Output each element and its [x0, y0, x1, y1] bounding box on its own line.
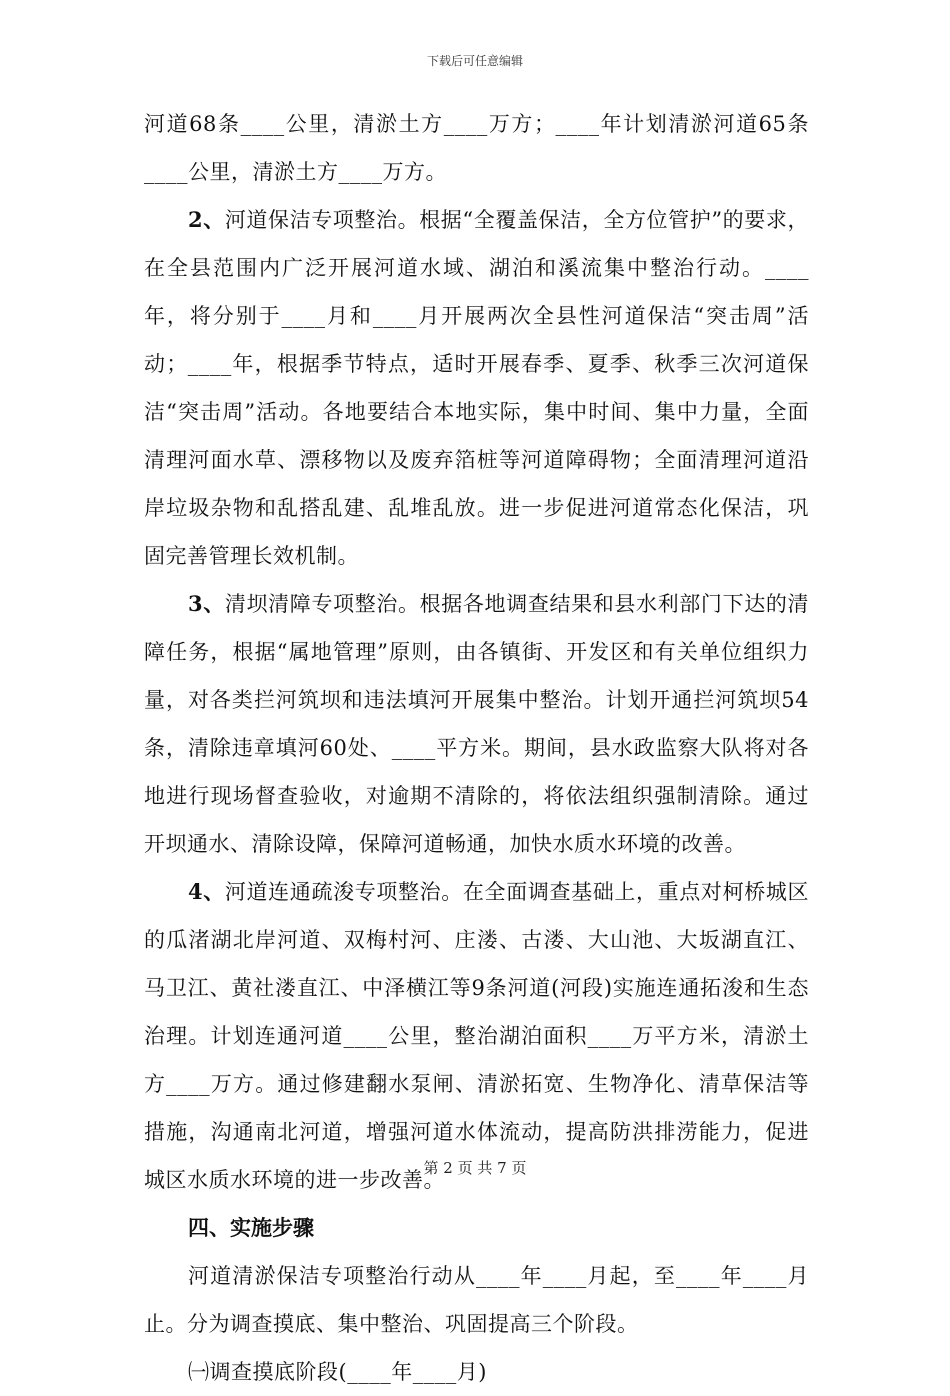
section-heading: 四、实施步骤: [188, 1215, 314, 1240]
paragraph-2: [144, 196, 809, 580]
paragraph-3-text: 清坝清障专项整治。根据各地调查结果和县水利部门下达的清障任务，根据“属地管理”原则，由各镇街、开发区和有关单位组织力量，对各类拦河筑坝和违法填河开展集中整治。计划开通拦河筑坝54条，清除违章填河60处、____平方米。期间，县水政监察大队将对各地进行现场督查验收，对逾期不清除的，将依法组织强制清除。通过开坝通水、清除设障，保障河道畅通，加快水质水环境的改善。: [144, 592, 809, 856]
document-body: [144, 100, 809, 1396]
paragraph-2-text: 河道保洁专项整治。根据“全覆盖保洁，全方位管护”的要求，在全县范围内广泛开展河道水域、湖泊和溪流集中整治行动。____年，将分别于____月和____月开展两次全县性河道保洁“突击周”活动；____年，根据季节特点，适时开展春季、夏季、秋季三次河道保洁“突击周”活动。各地要结合本地实际，集中时间、集中力量，全面清理河面水草、漂移物以及废弃箔桩等河道障碍物；全面清理河道沿岸垃圾杂物和乱搭乱建、乱堆乱放。进一步促进河道常态化保洁，巩固完善管理长效机制。: [144, 208, 809, 568]
paragraph-3: [144, 580, 809, 868]
page-number: 第 2 页 共 7 页: [423, 1159, 527, 1177]
paragraph-1: 河道68条____公里，清淤土方____万方；____年计划清淤河道65条____公里，清淤土方____万方。: [144, 112, 809, 184]
item-number-4: 4、: [188, 879, 225, 904]
paragraph-4: [144, 868, 809, 1204]
item-number-3: 3、: [188, 591, 225, 616]
paragraph-5: 河道清淤保洁专项整治行动从____年____月起，至____年____月止。分为调查摸底、集中整治、巩固提高三个阶段。: [144, 1264, 809, 1336]
paragraph-4-text: 河道连通疏浚专项整治。在全面调查基础上，重点对柯桥城区的瓜渚湖北岸河道、双梅村河、庄溇、古溇、大山池、大坂湖直江、马卫江、黄社溇直江、中泽横江等9条河道(河段)实施连通拓浚和生态治理。计划连通河道____公里，整治湖泊面积____万平方米，清淤土方____万方。通过修建翻水泵闸、清淤拓宽、生物净化、清草保洁等措施，沟通南北河道，增强河道水体流动，提高防洪排涝能力，促进城区水质水环境的进一步改善。: [144, 880, 809, 1192]
paragraph-6: ㈠调查摸底阶段(____年____月): [188, 1360, 487, 1384]
item-number-2: 2、: [188, 207, 225, 232]
header-note: 下载后可任意编辑: [426, 54, 523, 68]
